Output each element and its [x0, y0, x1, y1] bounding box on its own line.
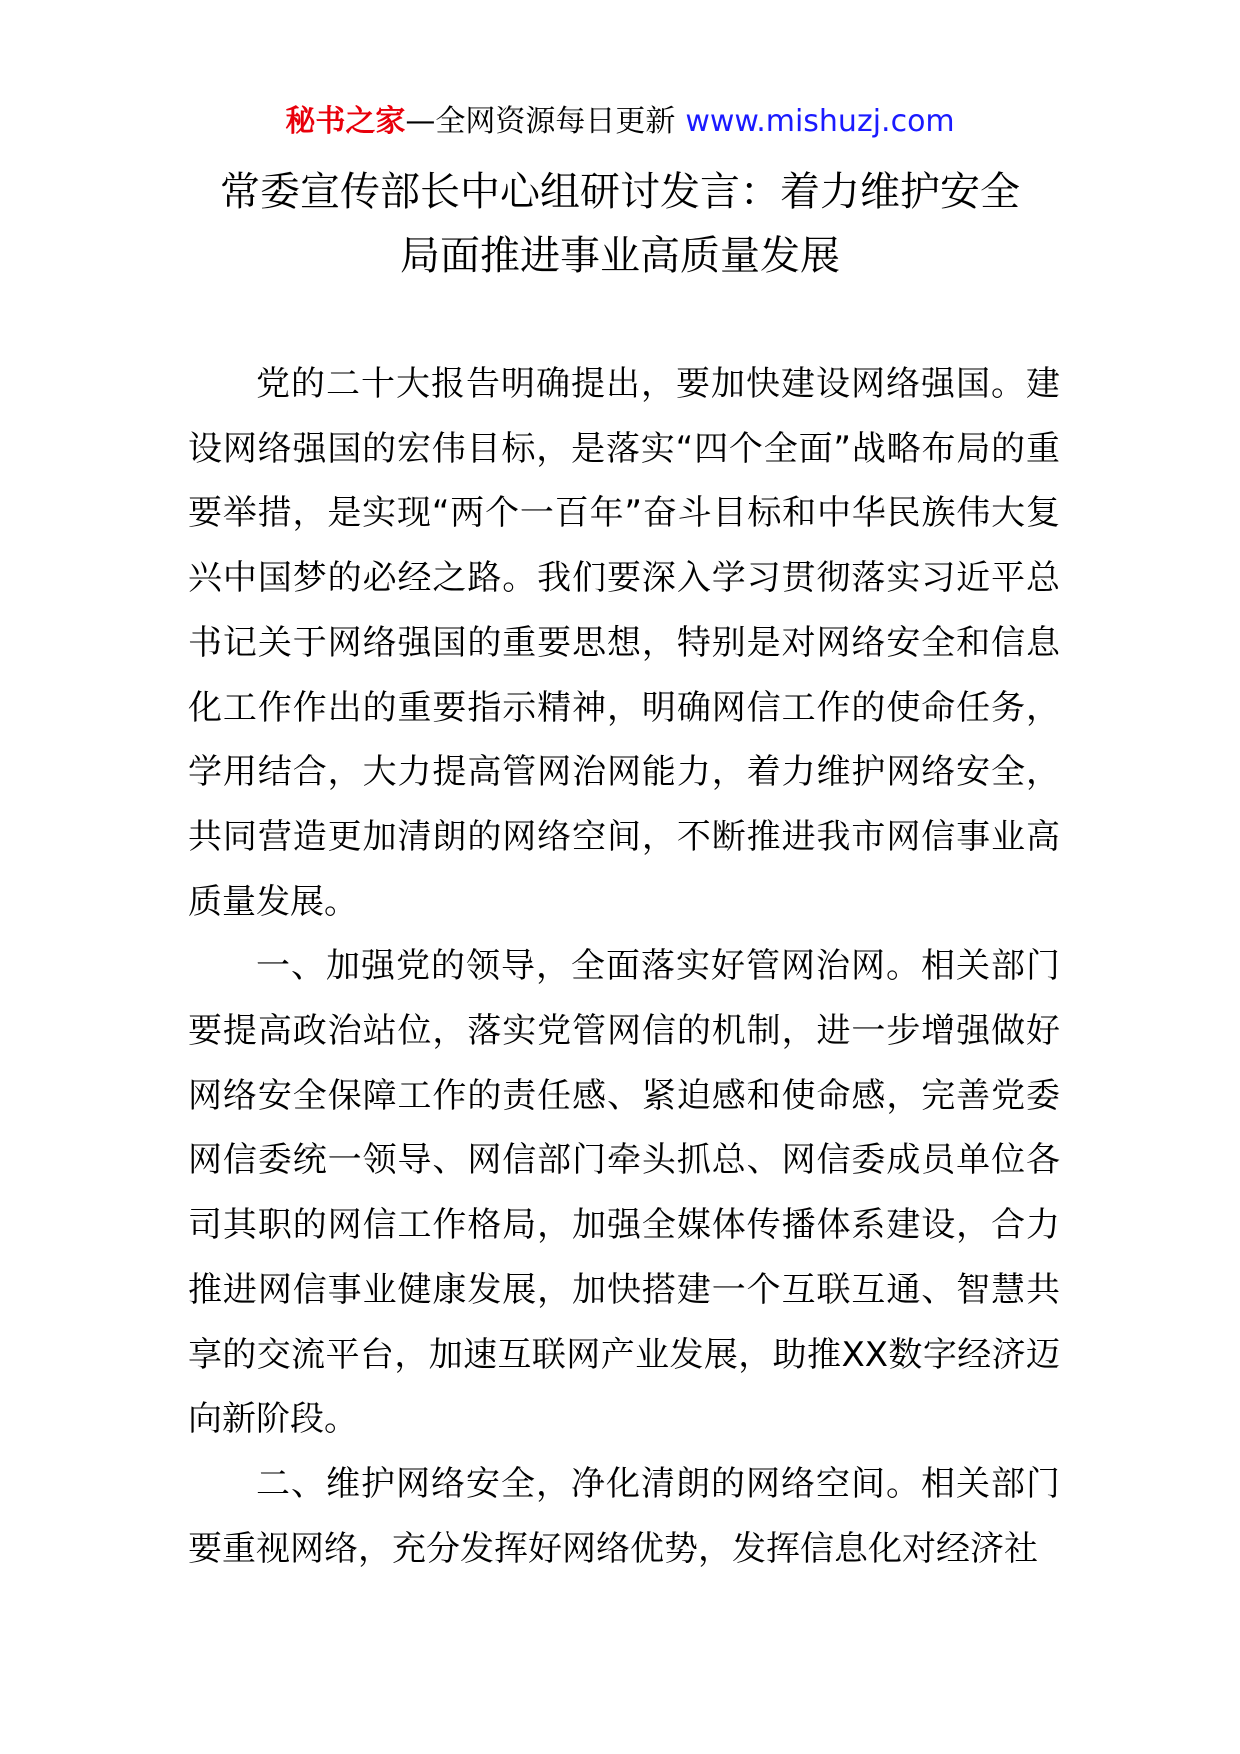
paragraph-section-1: 一、加强党的领导，全面落实好管网治网。相关部门要提高政治站位，落实党管网信的机制，进一步增强做好网络安全保障工作的责任感、紧迫感和使命感，完善党委网信委统一领导、网信部门牵头抓总、网信委成员单位各司其职的网信工作格局，加强全媒体传播体系建设，合力推进网信事业健康发展，加快搭建一个互联互通、智慧共享的交流平台，加速互联网产业发展，助推XX数字经济迈向新阶段。: [188, 946, 1060, 1440]
document-title: [120, 160, 1120, 288]
paragraph-intro: 党的二十大报告明确提出，要加快建设网络强国。建设网络强国的宏伟目标，是落实“四个全面”战略布局的重要举措，是实现“两个一百年”奋斗目标和中华民族伟大复兴中国梦的必经之路。我们要深入学习贯彻落实习近平总书记关于网络强国的重要思想，特别是对网络安全和信息化工作作出的重要指示精神，明确网信工作的使命任务，学用结合，大力提高管网治网能力，着力维护网络安全，共同营造更加清朗的网络空间，不断推进我市网信事业高质量发展。: [188, 364, 1060, 922]
site-header: [0, 100, 1240, 144]
header-tagline: —全网资源每日更新: [405, 104, 676, 139]
document-body: [188, 352, 1060, 1581]
title-line-1: 常委宣传部长中心组研讨发言：着力维护安全: [220, 169, 1020, 215]
paragraph-section-2: 二、维护网络安全，净化清朗的网络空间。相关部门要重视网络，充分发挥好网络优势，发挥信息化对经济社: [188, 1463, 1060, 1569]
title-line-2: 局面推进事业高质量发展: [400, 233, 840, 279]
site-url-link[interactable]: www.mishuzj.com: [685, 104, 955, 139]
brand-name: 秘书之家: [285, 104, 406, 139]
